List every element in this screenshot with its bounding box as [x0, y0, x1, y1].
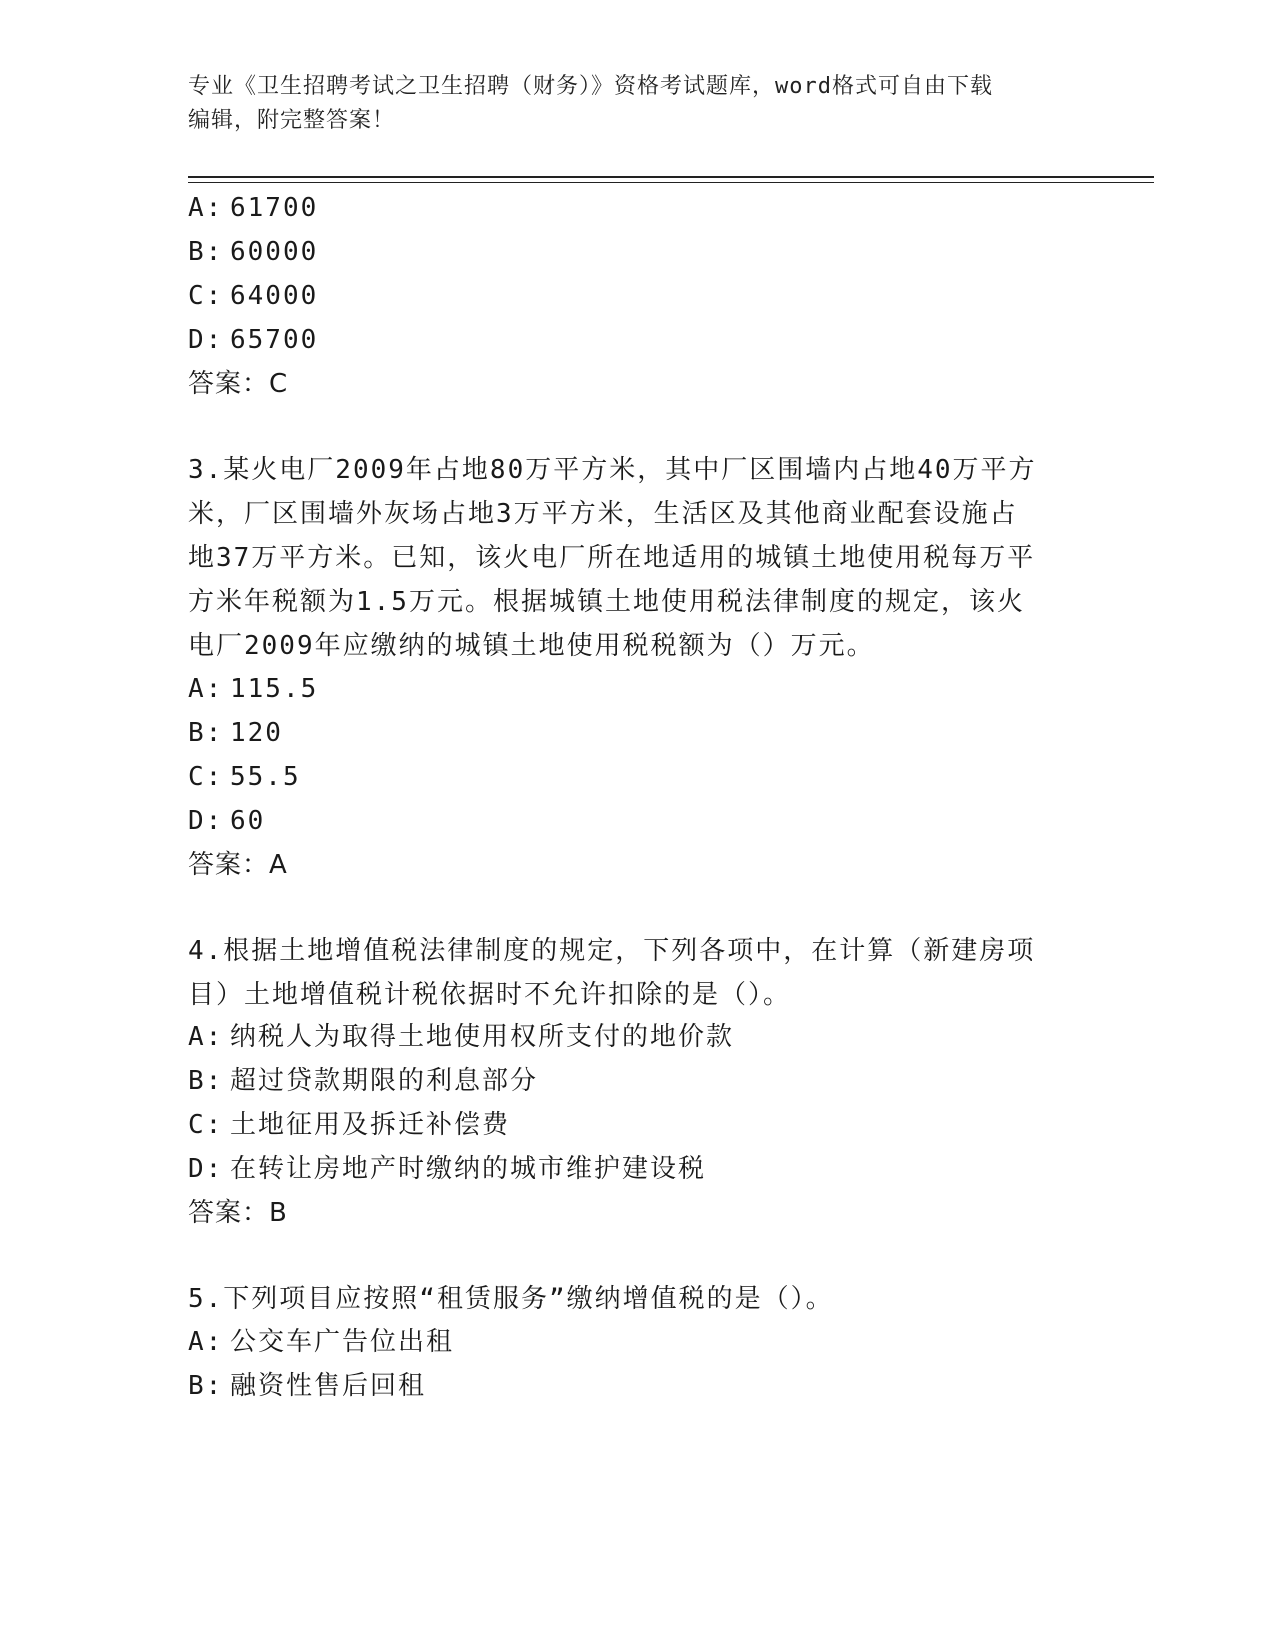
q4-text-line-2: 目）土地增值税计税依据时不允许扣除的是（）。	[188, 980, 792, 1010]
q4-option-b: B: 超过贷款期限的利息部分	[188, 1066, 539, 1096]
q3-option-a: A: 115.5	[188, 674, 319, 704]
q4-option-d: D: 在转让房地产时缴纳的城市维护建设税	[188, 1154, 707, 1184]
q3-option-b: B: 120	[188, 718, 283, 748]
document-header	[188, 70, 1068, 138]
q4-option-c: C: 土地征用及拆迁补偿费	[188, 1110, 511, 1140]
q3-text-line-5: 电厂2009年应缴纳的城镇土地使用税税额为（）万元。	[188, 631, 875, 661]
q3-option-d: D: 60	[188, 806, 266, 836]
q2-option-c: C: 64000	[188, 281, 319, 311]
q4-text-line-1: 4.根据土地增值税法律制度的规定，下列各项中，在计算（新建房项	[188, 936, 1036, 966]
q2-option-d: D: 65700	[188, 325, 319, 355]
q4-answer: 答案：B	[188, 1198, 288, 1228]
header-line-1: 专业《卫生招聘考试之卫生招聘（财务）》资格考试题库，word格式可自由下载	[188, 74, 993, 99]
header-divider-thick	[188, 176, 1154, 178]
q5-option-a: A: 公交车广告位出租	[188, 1327, 455, 1357]
q4-option-a: A: 纳税人为取得土地使用权所支付的地价款	[188, 1022, 735, 1052]
q2-option-a: A: 61700	[188, 193, 319, 223]
q3-option-c: C: 55.5	[188, 762, 301, 792]
q5-option-b: B: 融资性售后回租	[188, 1371, 427, 1401]
q3-text-line-4: 方米年税额为1.5万元。根据城镇土地使用税法律制度的规定，该火	[188, 587, 1025, 617]
q3-text-line-2: 米，厂区围墙外灰场占地3万平方米，生活区及其他商业配套设施占	[188, 499, 1018, 529]
q3-text-line-3: 地37万平方米。已知，该火电厂所在地适用的城镇土地使用税每万平	[188, 543, 1036, 573]
q3-answer: 答案：A	[188, 850, 288, 880]
header-divider-thin	[188, 182, 1154, 183]
q3-text-line-1: 3.某火电厂2009年占地80万平方米，其中厂区围墙内占地40万平方	[188, 455, 1037, 485]
header-line-2: 编辑，附完整答案！	[188, 108, 396, 133]
q2-answer: 答案：C	[188, 369, 289, 399]
q5-text-line-1: 5.下列项目应按照“租赁服务”缴纳增值税的是（）。	[188, 1284, 834, 1314]
q2-option-b: B: 60000	[188, 237, 319, 267]
